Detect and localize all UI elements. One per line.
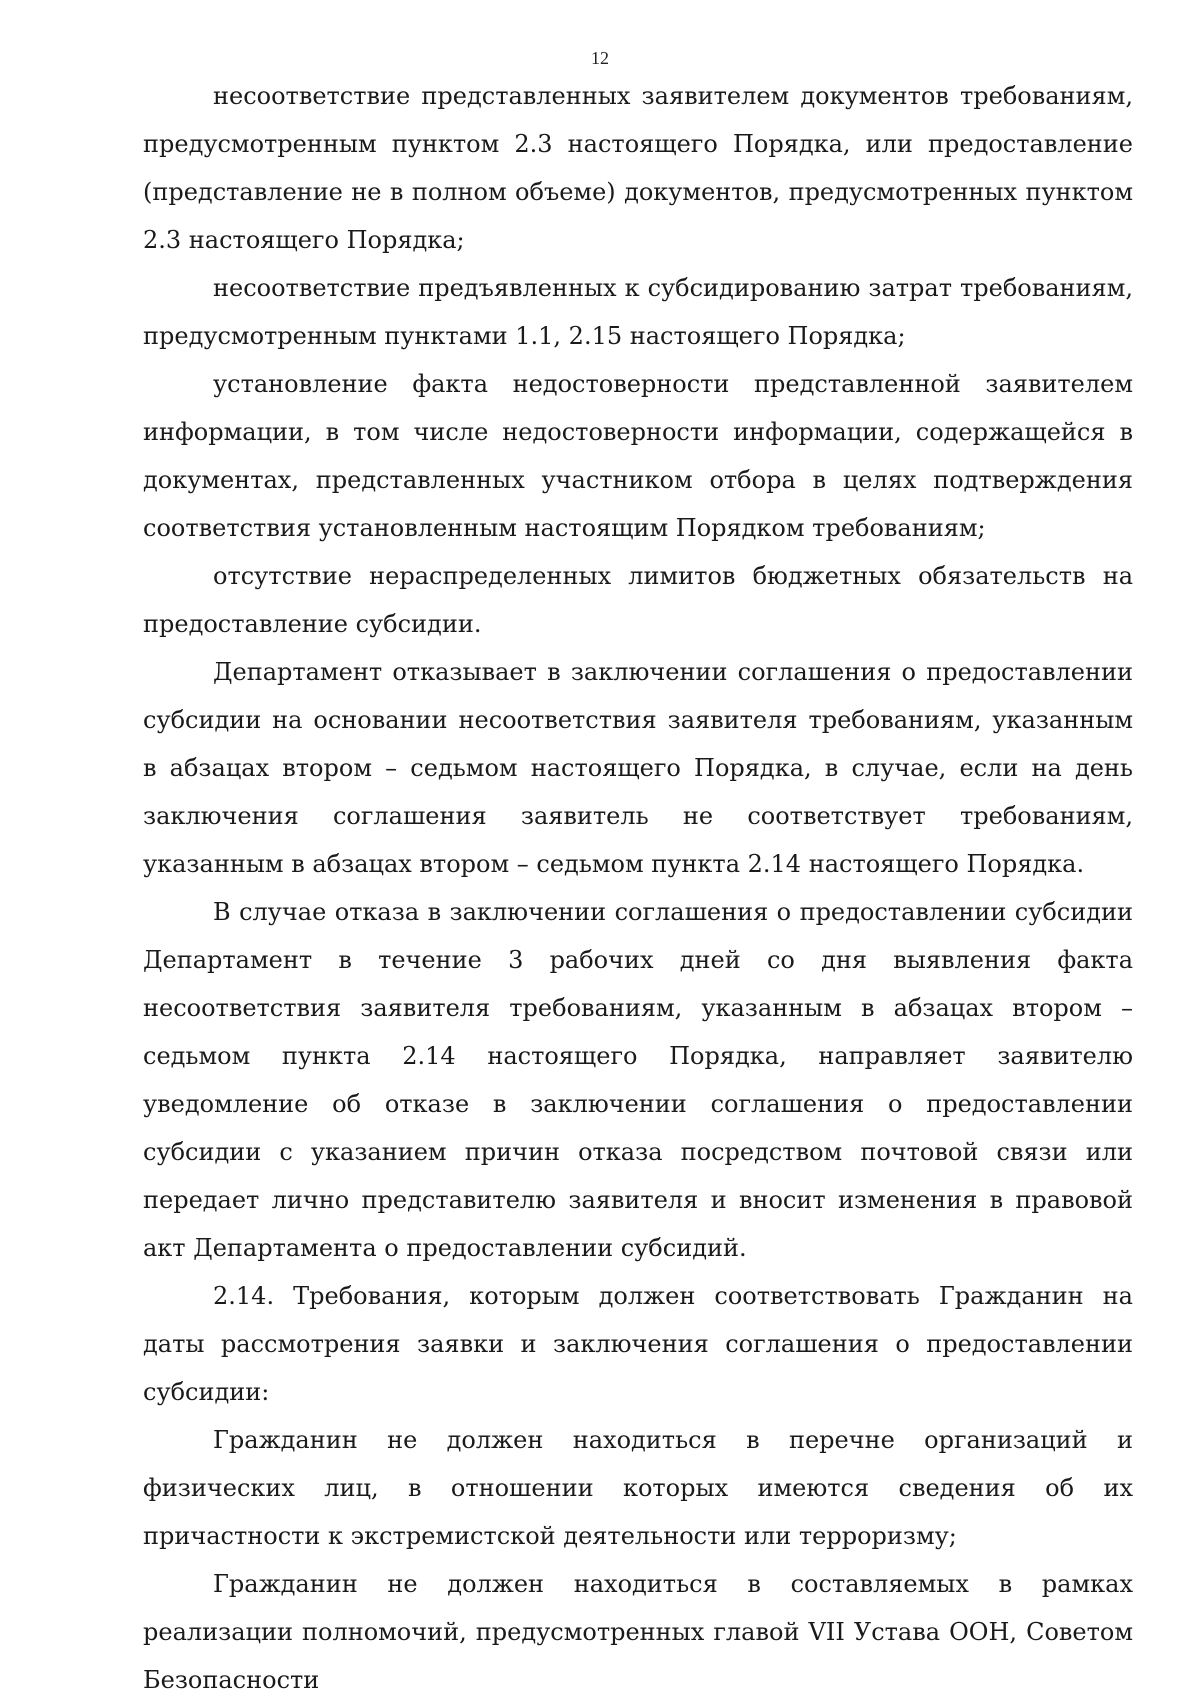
paragraph-refusal-notification: В случае отказа в заключении соглашения о предоставлении субсидии Департамент в течение 3 рабочих дней со дня выявления факта несоответствия заявителя требованиям, указанным в абзацах втором – седьмом пункта 2.14 настоящего Порядка, направляет заявителю уведомление об отказе в заключении соглашения о предоставлении субсидии с указанием причин отказа посредством почтовой связи или передает лично представителю заявителя и вносит изменения в правовой акт Департамента о предоставлении субсидий. [143, 898, 1133, 1262]
paragraph-documents-mismatch: несоответствие представленных заявителем документов требованиям, предусмотренным пунктом 2.3 настоящего Порядка, или предоставление (представление не в полном объеме) документов, предусмотренных пунктом 2.3 настоящего Порядка; [143, 82, 1133, 254]
page-number: 12 [591, 48, 609, 68]
paragraph-no-limits: отсутствие нераспределенных лимитов бюджетных обязательств на предоставление субсидии. [143, 562, 1133, 638]
paragraph-costs-mismatch: несоответствие предъявленных к субсидированию затрат требованиям, предусмотренным пунктами 1.1, 2.15 настоящего Порядка; [143, 274, 1133, 350]
paragraph-section-2-14: 2.14. Требования, которым должен соответствовать Гражданин на даты рассмотрения заявки и заключения соглашения о предоставлении субсидии: [143, 1282, 1133, 1406]
paragraph-unreliable-info: установление факта недостоверности представленной заявителем информации, в том числе недостоверности информации, содержащейся в документах, представленных участником отбора в целях подтверждения соответствия установленным настоящим Порядком требованиям; [143, 370, 1133, 542]
paragraph-department-refusal: Департамент отказывает в заключении соглашения о предоставлении субсидии на основании несоответствия заявителя требованиям, указанным в абзацах втором – седьмом настоящего Порядка, в случае, если на день заключения соглашения заявитель не соответствует требованиям, указанным в абзацах втором – седьмом пункта 2.14 настоящего Порядка. [143, 658, 1133, 878]
document-body [143, 72, 1133, 1704]
paragraph-extremism-list: Гражданин не должен находиться в перечне организаций и физических лиц, в отношении которых имеются сведения об их причастности к экстремистской деятельности или терроризму; [143, 1426, 1133, 1550]
paragraph-un-lists: Гражданин не должен находиться в составляемых в рамках реализации полномочий, предусмотренных главой VII Устава ООН, Советом Безопасности [143, 1570, 1133, 1694]
